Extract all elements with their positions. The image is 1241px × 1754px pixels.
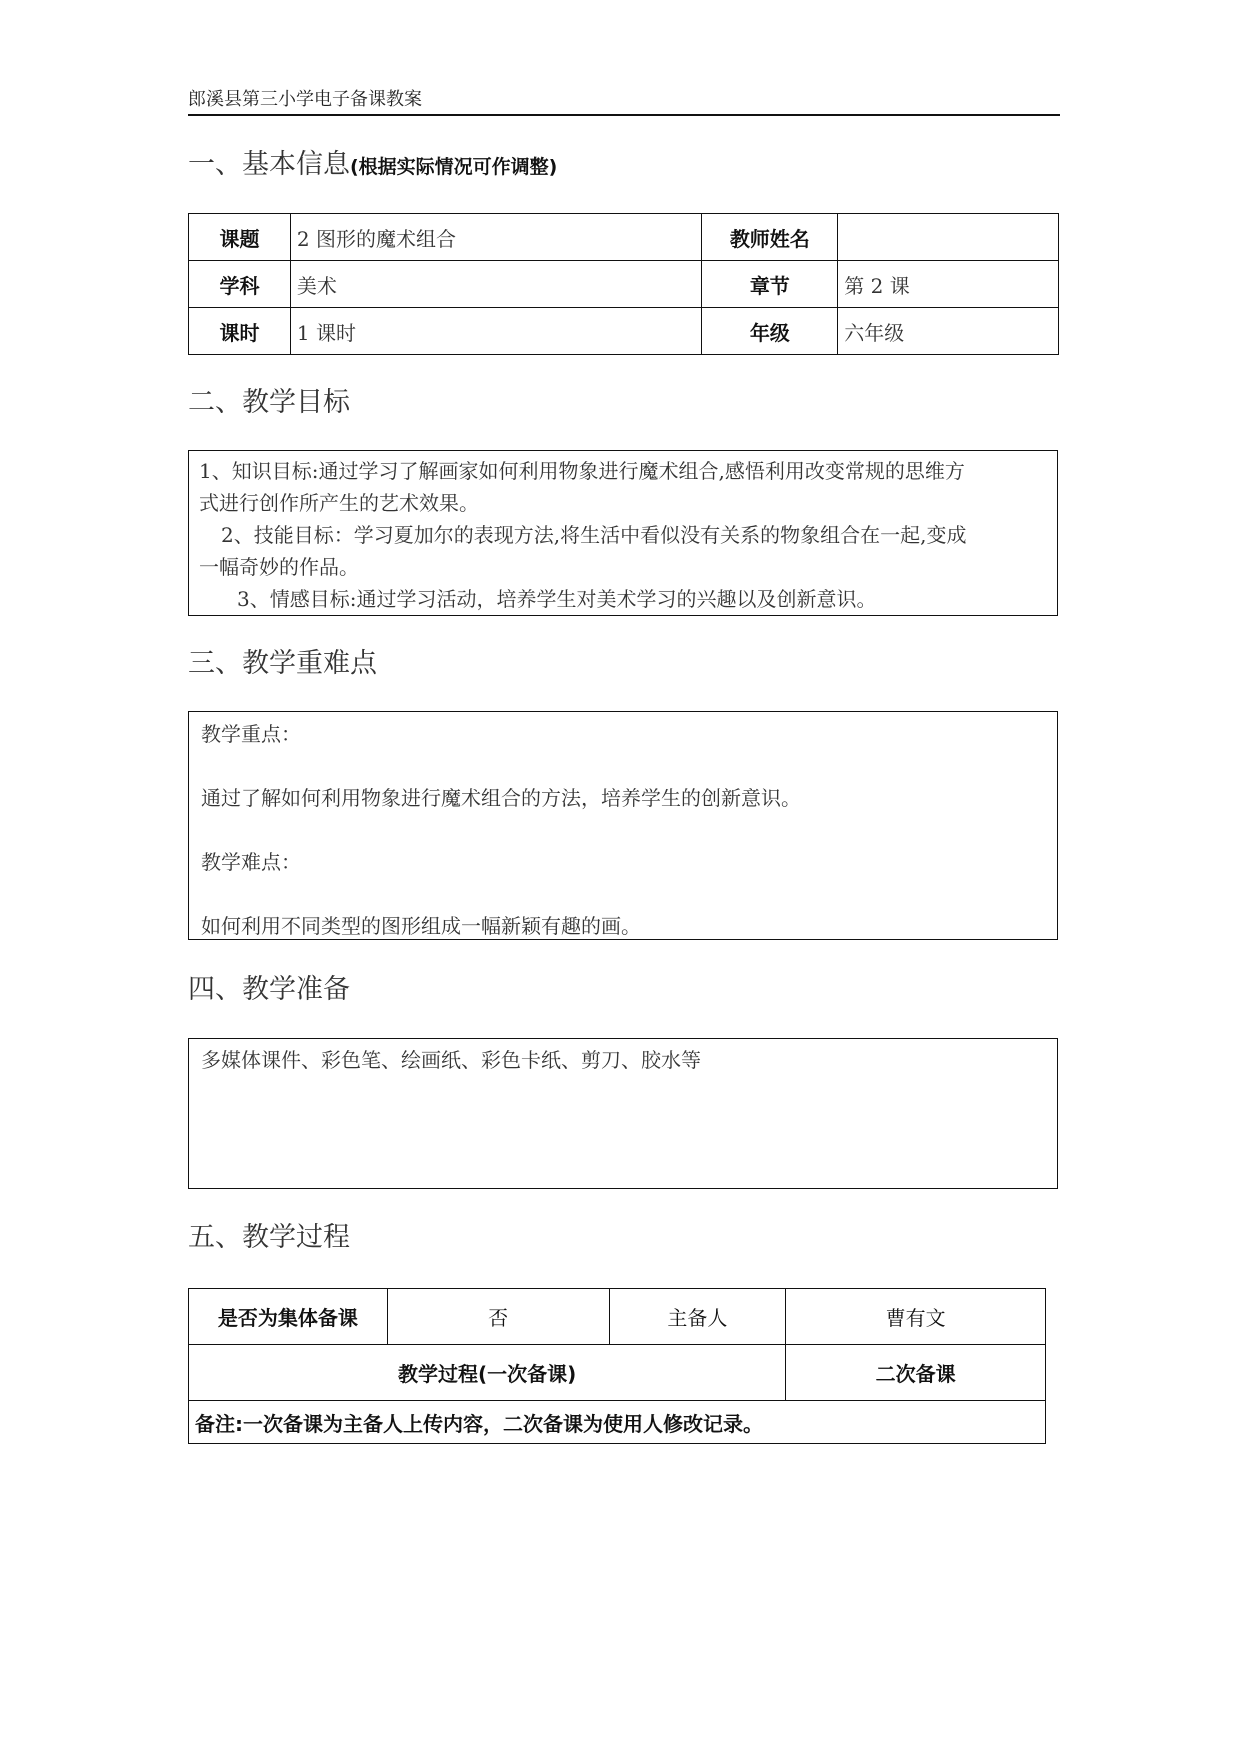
subject-value: 美术 xyxy=(290,261,701,308)
basic-info-table xyxy=(188,213,1059,355)
topic-label: 课题 xyxy=(189,214,291,261)
key-label: 教学重点： xyxy=(201,722,301,746)
section-process-title: 五、教学过程 xyxy=(188,1222,350,1253)
second-prep-label: 二次备课 xyxy=(786,1345,1046,1401)
section-title-keypoints xyxy=(188,647,377,681)
page-header xyxy=(188,88,1060,116)
hours-label: 课时 xyxy=(189,308,291,355)
section-keypoints-title: 三、教学重难点 xyxy=(188,648,377,679)
section-basic-title: 一、基本信息 xyxy=(188,149,350,180)
first-prep-label: 教学过程(一次备课) xyxy=(189,1345,786,1401)
grade-value: 六年级 xyxy=(838,308,1059,355)
section-title-basic xyxy=(188,148,557,184)
goals-box xyxy=(188,450,1058,616)
teacher-label: 教师姓名 xyxy=(702,214,838,261)
grade-label: 年级 xyxy=(702,308,838,355)
section-title-prep xyxy=(188,973,350,1007)
key-text: 通过了解如何利用物象进行魔术组合的方法，培养学生的创新意识。 xyxy=(201,786,801,810)
section-title-process xyxy=(188,1221,350,1255)
process-remark: 备注:一次备课为主备人上传内容，二次备课为使用人修改记录。 xyxy=(189,1401,1046,1444)
main-preparer-label: 主备人 xyxy=(609,1289,786,1345)
goal-1-line-2: 式进行创作所产生的艺术效果。 xyxy=(199,491,479,515)
teacher-value xyxy=(838,214,1059,261)
goal-2-line-1: 2、技能目标：学习夏加尔的表现方法,将生活中看似没有关系的物象组合在一起,变成 xyxy=(221,523,967,547)
difficulty-text: 如何利用不同类型的图形组成一幅新颖有趣的画。 xyxy=(201,914,641,938)
section-title-goals xyxy=(188,386,350,420)
prep-text: 多媒体课件、彩色笔、绘画纸、彩色卡纸、剪刀、胶水等 xyxy=(201,1048,701,1072)
section-goals-title: 二、教学目标 xyxy=(188,387,350,418)
subject-label: 学科 xyxy=(189,261,291,308)
chapter-value: 第 2 课 xyxy=(838,261,1059,308)
keypoints-box xyxy=(188,711,1058,940)
collective-label: 是否为集体备课 xyxy=(189,1289,388,1345)
collective-value: 否 xyxy=(387,1289,609,1345)
hours-value: 1 课时 xyxy=(290,308,701,355)
section-basic-note: (根据实际情况可作调整) xyxy=(350,156,558,178)
school-name: 郎溪县第三小学电子备课教案 xyxy=(188,89,422,110)
goal-1-line-1: 1、知识目标:通过学习了解画家如何利用物象进行魔术组合,感悟利用改变常规的思维方 xyxy=(199,459,965,483)
prep-box xyxy=(188,1038,1058,1189)
chapter-label: 章节 xyxy=(702,261,838,308)
process-table xyxy=(188,1288,1046,1444)
difficulty-label: 教学难点： xyxy=(201,850,301,874)
topic-value: 2 图形的魔术组合 xyxy=(290,214,701,261)
goal-3: 3、情感目标:通过学习活动，培养学生对美术学习的兴趣以及创新意识。 xyxy=(237,587,877,611)
goal-2-line-2: 一幅奇妙的作品。 xyxy=(199,555,359,579)
main-preparer-value: 曹有文 xyxy=(786,1289,1046,1345)
section-prep-title: 四、教学准备 xyxy=(188,974,350,1005)
